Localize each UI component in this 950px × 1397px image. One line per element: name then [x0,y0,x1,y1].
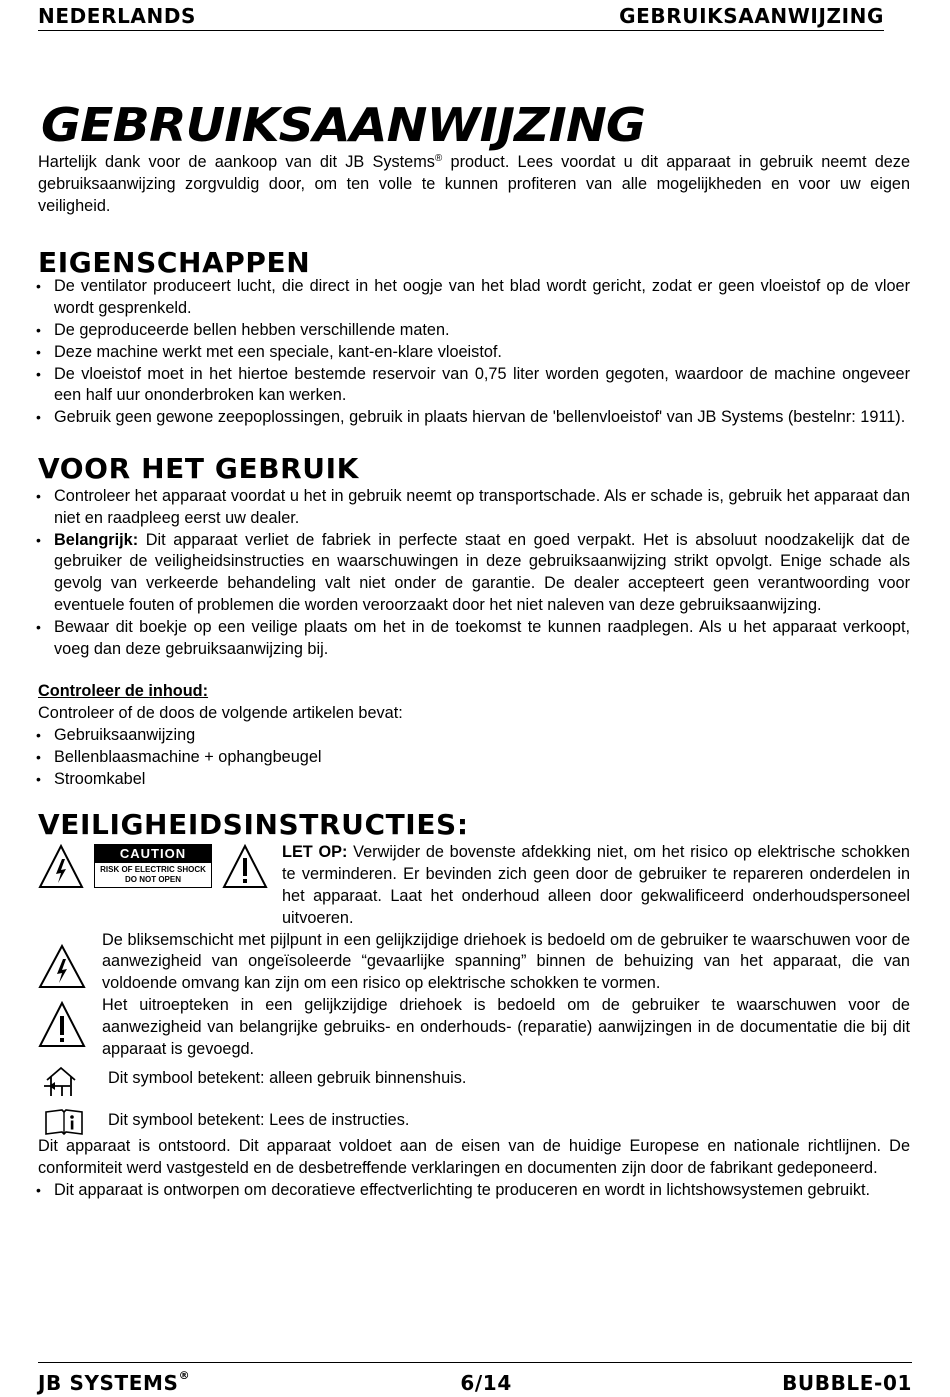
letop-paragraph [282,842,910,929]
header-language: NEDERLANDS [38,4,197,28]
caution-title: CAUTION [95,845,211,863]
conformity-paragraph: Dit apparaat is ontstoord. Dit apparaat voldoet aan de eisen van de huidige Europese en nationale richtlijnen. De conformiteit werd vastgesteld en de desbetreffende verklaringen en documenten zijn door de fabrikant gedeponeerd. [38,1137,910,1178]
safety-list [38,1180,910,1202]
caution-label [94,844,212,888]
list-item: • Stroomkabel [38,769,910,791]
caution-graphics [38,844,282,890]
list-item: • Gebruik geen gewone zeepoplossingen, gebruik in plaats hiervan de 'bellenvloeistof' van JB Systems (bestelnr: 1911). [38,407,910,429]
manual-row [38,1108,910,1136]
lightning-triangle-icon [38,944,86,990]
features-heading: EIGENSCHAPPEN [38,246,311,280]
exclamation-triangle-icon [38,1001,86,1049]
indoor-row [38,1066,910,1098]
lightning-paragraph: De bliksemschicht met pijlpunt in een gelijkzijdige driehoek is bedoeld om de gebruiker te waarschuwen voor de aanwezigheid van ongeïsoleerde “gevaarlijke spanning” binnen de behuizing van het apparaat, die van voldoende omvang kan zijn om een risico op elektrische schokken te vormen. [102,930,910,993]
manual-paragraph: Dit symbool betekent: Lees de instructies. [108,1111,410,1130]
lightning-row [38,930,910,995]
header-title: GEBRUIKSAANWIJZING [619,4,884,28]
footer-brand-name: JB SYSTEMS [38,1371,179,1395]
important-label: Belangrijk: [54,530,139,549]
contents-lead: Controleer of de doos de volgende artikelen bevat: [38,704,403,723]
contents-list [38,725,910,790]
important-text: Dit apparaat verliet de fabriek in perfecte staat en goed verpakt. Het is absoluut noodzakelijk dat de gebruiker de veiligheidsinstructies en waarschuwingen in deze gebruiksaanwijzing strikt opvolgt. Enige schade als gevolg van verkeerde behandeling valt niet onder de garantie. De dealer accepteert geen verantwoording voor eventuele fouten of problemen die worden veroorzaakt door het niet naleven van deze gebruiksaanwijzing. [54,530,910,614]
safety-section [38,842,910,1201]
lightning-triangle-icon [38,844,84,890]
exclamation-triangle-icon [222,844,268,890]
footer-model: BUBBLE-01 [782,1371,912,1395]
list-item: • Bellenblaasmachine + ophangbeugel [38,747,910,769]
list-item: • Gebruiksaanwijzing [38,725,910,747]
caution-line-2: DO NOT OPEN [124,875,181,885]
list-item: • De ventilator produceert lucht, die direct in het oogje van het blad wordt gericht, zodat er geen vloeistof op de vloer wordt gesprenkeld. [38,276,910,320]
list-item: • Dit apparaat is ontworpen om decoratieve effectverlichting te produceren en wordt in lichtshowsystemen gebruikt. [38,1180,910,1202]
exclamation-icon-cell [38,995,102,1049]
list-item [38,530,910,617]
manual-icon-cell [38,1108,108,1136]
indoor-paragraph: Dit symbool betekent: alleen gebruik binnenshuis. [108,1069,467,1088]
caution-row [38,842,910,929]
letop-label: LET OP: [282,843,348,862]
exclamation-paragraph: Het uitroepteken in een gelijkzijdige driehoek is bedoeld om de gebruiker te waarschuwen voor de aanwezigheid van belangrijke gebruiks- en onderhouds- (reparatie) aanwijzingen in de documentatie die bij dit apparaat is gevoegd. [102,995,910,1058]
intro-text-before: Hartelijk dank voor de aankoop van dit JB Systems [38,153,435,171]
features-list [38,276,910,429]
page-footer [38,1362,912,1395]
list-item: • De geproduceerde bellen hebben verschillende maten. [38,320,910,342]
letop-text: Verwijder de bovenste afdekking niet, om het risico op elektrische schokken te verminderen. Er bevinden zich geen door de gebruiker te repareren onderdelen in het apparaat. Laat het onderhoud alleen door gekwalificeerd onderhoudspersoneel uitvoeren. [282,843,910,927]
list-item: • De vloeistof moet in het hiertoe bestemde reservoir van 0,75 liter worden gegoten, waardoor de machine ongeveer een half uur ononderbroken kan werken. [38,364,910,408]
list-item: • Deze machine werkt met een speciale, kant-en-klare vloeistof. [38,342,910,364]
safety-heading: VEILIGHEIDSINSTRUCTIES: [38,808,469,842]
contents-heading: Controleer de inhoud: [38,682,209,701]
read-manual-icon [44,1108,84,1136]
list-item: • Bewaar dit boekje op een veilige plaats om het in de toekomst te kunnen raadplegen. Als u het apparaat verkoopt, voeg dan deze gebruiksaanwijzing bij. [38,617,910,661]
intro-text-after: product. Lees voordat u dit apparaat in gebruik neemt deze gebruiksaanwijzing zorgvuldig door, om ten volle te kunnen profiteren van alle mogelijkheden en voor uw eigen veiligheid. [38,153,910,215]
caution-line-1: RISK OF ELECTRIC SHOCK [100,865,206,875]
page-content [38,96,910,1202]
list-item: • Controleer het apparaat voordat u het in gebruik neemt op transportschade. Als er schade is, gebruik het apparaat dan niet en raadpleeg eerst uw dealer. [38,486,910,530]
footer-registered-mark: ® [178,1369,191,1382]
page-title: GEBRUIKSAANWIJZING [41,98,646,152]
footer-page-number: 6/14 [460,1371,512,1395]
exclamation-row [38,995,910,1060]
page-header [38,4,884,31]
lightning-icon-cell [38,930,102,990]
intro-paragraph [38,152,910,217]
indoor-icon-cell [38,1066,108,1098]
footer-brand [38,1371,190,1395]
indoor-house-icon [44,1066,78,1098]
registered-mark: ® [434,153,443,164]
before-use-heading: VOOR HET GEBRUIK [38,451,359,485]
before-use-list [38,486,910,660]
